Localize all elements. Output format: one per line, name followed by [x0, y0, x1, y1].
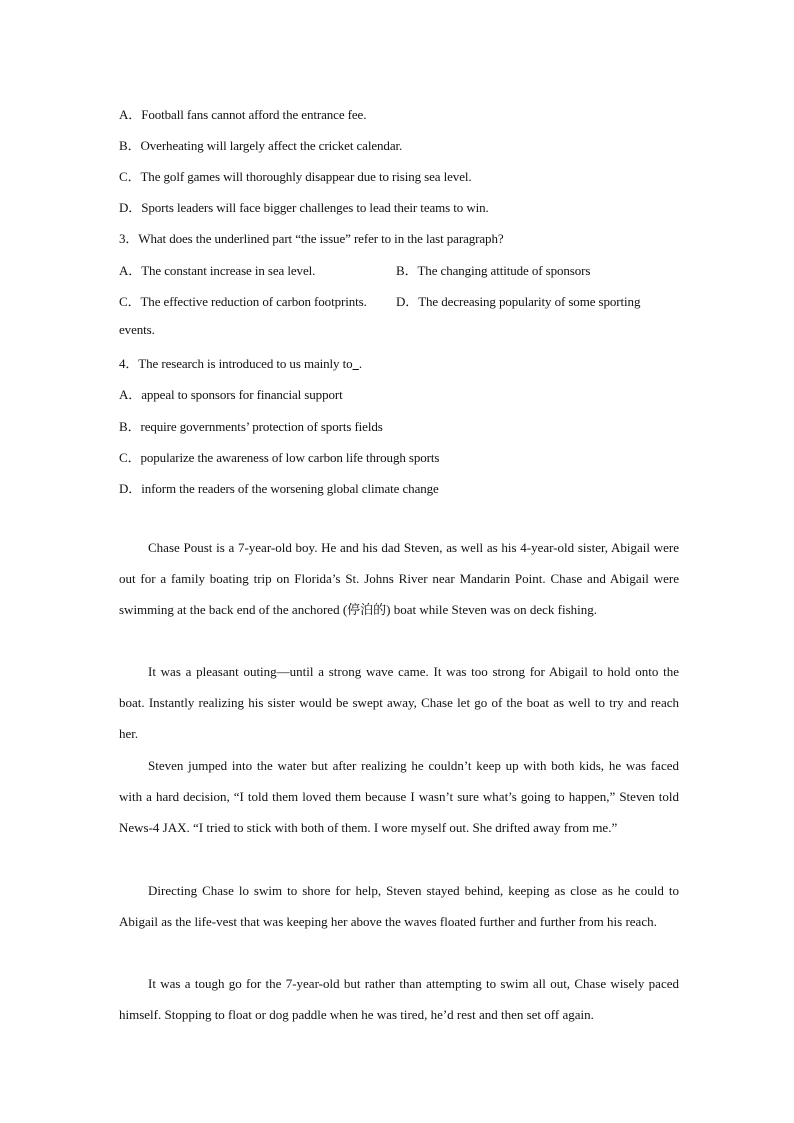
q3-stem	[119, 228, 504, 247]
q4-stem-end: .	[358, 356, 362, 371]
q4-option-c: C．popularize the awareness of low carbon life through sports	[119, 450, 440, 465]
q4-option-b: B．require governments’ protection of sports fields	[119, 419, 383, 434]
q2-option-a: A．Football fans cannot afford the entrance fee.	[119, 107, 367, 122]
q2-option-b: B．Overheating will largely affect the cricket calendar.	[119, 138, 403, 153]
q2-option-c: C．The golf games will thoroughly disappear due to rising sea level.	[119, 169, 472, 184]
passage-paragraph-3: Steven jumped into the water but after realizing he couldn’t keep up with both kids, he was faced with a hard decision, “I told them loved them because I wasn’t sure what’s going to happen,” Steven told News-4 JAX. “I tried to stick with both of them. I wore myself out. She drifted away from me.”	[119, 758, 679, 835]
q3-stem-before: 3．What does the underlined part	[119, 231, 296, 246]
q3-option-d: D．The decreasing popularity of some sporting	[396, 294, 641, 309]
passage-paragraph-1: Chase Poust is a 7-year-old boy. He and his dad Steven, as well as his 4-year-old sister, Abigail were out for a family boating trip on Florida’s St. Johns River near Mandarin Point. Chase and Abigail were swimming at the back end of the anchored (停泊的) boat while Steven was on deck fishing.	[119, 540, 679, 617]
q3-stem-after: refer to in the last paragraph?	[350, 231, 504, 246]
q3-option-c: C．The effective reduction of carbon footprints.	[119, 294, 367, 309]
q3-option-d-continued: events.	[119, 322, 155, 337]
passage-paragraph-5: It was a tough go for the 7-year-old but rather than attempting to swim all out, Chase wisely paced himself. Stopping to float or dog paddle when he was tired, he’d rest and then set off again.	[119, 976, 679, 1022]
q2-option-d: D．Sports leaders will face bigger challenges to lead their teams to win.	[119, 200, 489, 215]
q3-underlined-term: “the issue”	[295, 231, 351, 246]
q4-option-d: D．inform the readers of the worsening global climate change	[119, 481, 439, 496]
q3-option-b: B．The changing attitude of sponsors	[396, 263, 591, 278]
q4-option-a: A．appeal to sponsors for financial support	[119, 387, 343, 402]
passage-paragraph-4: Directing Chase lo swim to shore for help, Steven stayed behind, keeping as close as he could to Abigail as the life-vest that was keeping her above the waves floated further and further from his reach.	[119, 883, 679, 929]
q4-stem	[119, 353, 362, 372]
q3-option-a: A．The constant increase in sea level.	[119, 263, 316, 278]
passage-paragraph-2: It was a pleasant outing—until a strong wave came. It was too strong for Abigail to hold onto the boat. Instantly realizing his sister would be swept away, Chase let go of the boat as well to try and reach her.	[119, 664, 679, 741]
q4-stem-text: 4．The research is introduced to us mainly to	[119, 356, 353, 371]
